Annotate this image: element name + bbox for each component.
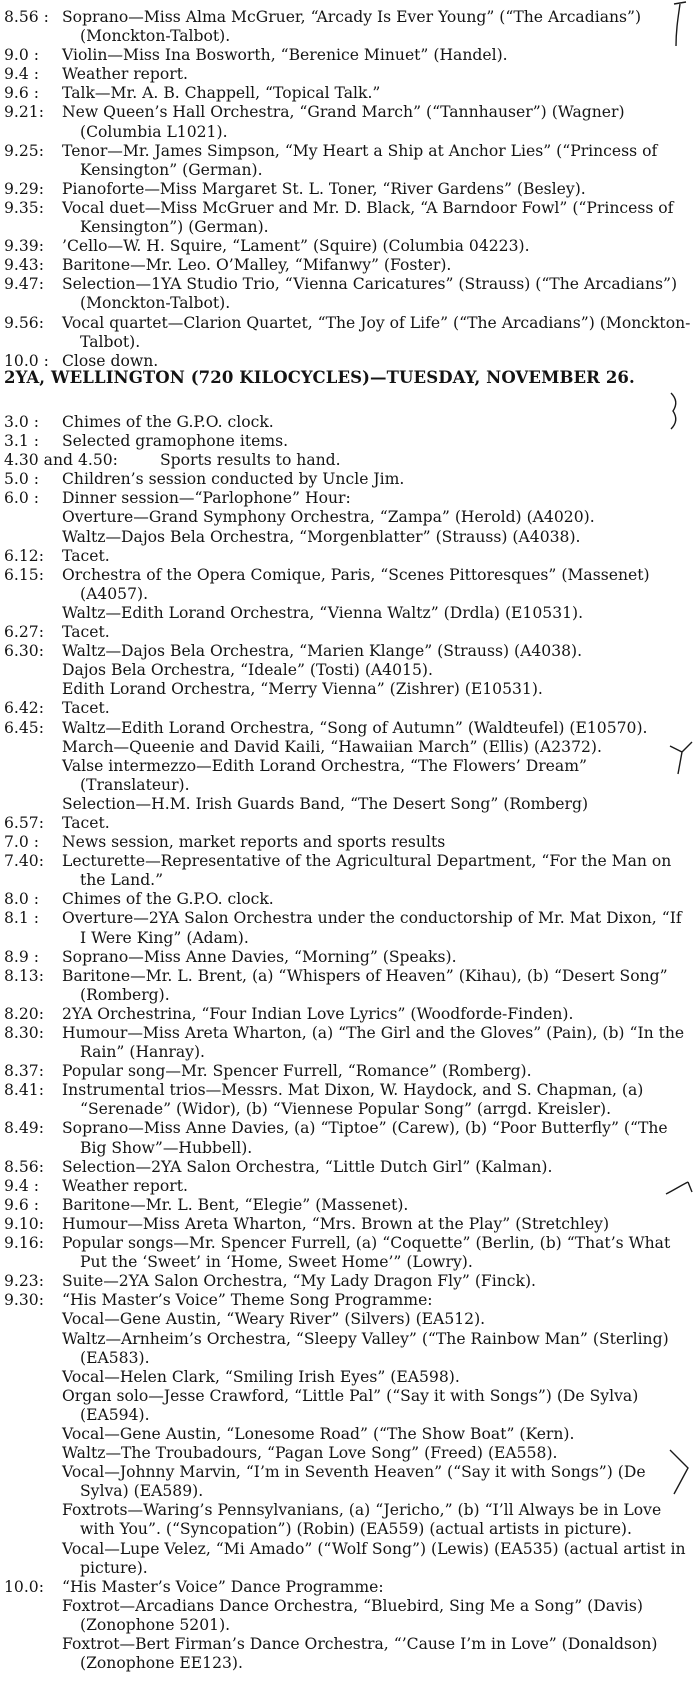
entry-description: Violin—Miss Ina Bosworth, “Berenice Minuet” (Handel).	[62, 46, 508, 65]
programme-entry	[0, 1024, 700, 1062]
entry-description: Selection—1YA Studio Trio, “Vienna Caricatures” (Strauss) (“The Arcadians”) (Monckton-Talbot).	[62, 275, 678, 313]
programme-entry	[0, 1005, 700, 1024]
margin-pencil-mark	[666, 1448, 696, 1498]
entry-sub-item: Foxtrot—Bert Firman’s Dance Orchestra, “’Cause I’m in Love” (Donaldson) (Zonophone EE123).	[62, 1635, 658, 1673]
entry-sub-item: Edith Lorand Orchestra, “Merry Vienna” (Zishrer) (E10531).	[62, 680, 543, 699]
margin-pencil-mark	[664, 0, 694, 50]
entry-time: 8.1 :	[4, 909, 40, 928]
programme-entry	[0, 1158, 700, 1177]
entry-time: 9.23:	[4, 1272, 44, 1291]
station-heading: 2YA, WELLINGTON (720 KILOCYCLES)—TUESDAY, NOVEMBER 26.	[4, 368, 635, 387]
entry-time: 4.30 and 4.50:	[4, 451, 118, 470]
entry-time: 9.0 :	[4, 46, 40, 65]
entry-description: Humour—Miss Areta Wharton, “Mrs. Brown at the Play” (Stretchley)	[62, 1214, 610, 1233]
entry-time: 6.45:	[4, 718, 44, 737]
entry-description: Selected gramophone items.	[62, 432, 289, 451]
entry-time: 9.30:	[4, 1291, 44, 1310]
entry-time: 10.0:	[4, 1577, 44, 1596]
entry-time: 6.12:	[4, 546, 44, 565]
entry-description: Close down.	[62, 351, 159, 370]
entry-time: 8.37:	[4, 1062, 44, 1081]
entry-time: 9.4 :	[4, 1176, 40, 1195]
entry-time: 8.20:	[4, 1004, 44, 1023]
entry-time: 9.21:	[4, 103, 44, 122]
entry-description: Vocal duet—Miss McGruer and Mr. D. Black, “A Barndoor Fowl” (“Princess of Kensington”) (German).	[62, 198, 674, 237]
programme-entry	[0, 84, 700, 103]
entry-sub-item: Selection—H.M. Irish Guards Band, “The Desert Song” (Romberg)	[62, 794, 589, 813]
entry-description: Popular songs—Mr. Spencer Furrell, (a) “Coquette” (Berlin, (b) “That’s What Put the ‘Sweet’ in ‘Home, Sweet Home’” (Lowry).	[62, 1234, 671, 1272]
programme-entry	[0, 699, 700, 718]
entry-time: 9.6 :	[4, 84, 40, 103]
entry-time: 9.6 :	[4, 1195, 40, 1214]
entry-time: 3.1 :	[4, 432, 40, 451]
programme-entry	[0, 8, 700, 46]
programme-entry	[0, 489, 700, 546]
programme-entry	[0, 237, 700, 256]
entry-sub-item: Vocal—Gene Austin, “Weary River” (Silvers) (EA512).	[62, 1310, 486, 1329]
entry-time: 3.0 :	[4, 413, 40, 431]
entry-description: Tenor—Mr. James Simpson, “My Heart a Ship at Anchor Lies” (“Princess of Kensington” (German).	[62, 141, 658, 179]
programme-entry	[0, 1177, 700, 1196]
entry-description: Tacet.	[62, 813, 110, 832]
programme-entry	[0, 547, 700, 566]
entry-description: Tacet.	[62, 623, 110, 642]
entry-time: 6.57:	[4, 813, 44, 832]
entry-time: 10.0 :	[4, 351, 49, 370]
programme-entry	[0, 890, 700, 909]
entry-description: Soprano—Miss Anne Davies, “Morning” (Speaks).	[62, 947, 457, 966]
entry-description: 2YA Orchestrina, “Four Indian Love Lyrics” (Woodforde-Finden).	[62, 1004, 574, 1023]
entry-sub-item: Waltz—Arnheim’s Orchestra, “Sleepy Valley” (“The Rainbow Man” (Sterling) (EA583).	[62, 1329, 669, 1367]
entry-sub-item: Foxtrots—Waring’s Pennsylvanians, (a) “Jericho,” (b) “I’ll Always be in Love with You”. (“Syncopation”) (Robin) (EA559) (actual artists in picture).	[62, 1501, 662, 1539]
entry-time: 9.10:	[4, 1214, 44, 1233]
entry-sub-item: Foxtrot—Arcadians Dance Orchestra, “Bluebird, Sing Me a Song” (Davis) (Zonophone 5201).	[62, 1596, 643, 1634]
programme-entry	[0, 275, 700, 313]
programme-entry	[0, 413, 700, 432]
entry-time: 6.27:	[4, 623, 44, 642]
programme-entry	[0, 432, 700, 451]
entry-description: Chimes of the G.P.O. clock.	[62, 890, 274, 909]
programme-entry	[0, 1119, 700, 1157]
entry-description: Soprano—Miss Anne Davies, (a) “Tiptoe” (Carew), (b) “Poor Butterfly” (“The Big Show”—Hubbell).	[62, 1119, 668, 1157]
entry-time: 6.42:	[4, 699, 44, 718]
programme-entry	[0, 948, 700, 967]
programme-entry	[0, 1081, 700, 1119]
programme-entry	[0, 1234, 700, 1272]
programme-entry	[0, 180, 700, 199]
programme-entry	[0, 470, 700, 489]
entry-time: 6.0 :	[4, 489, 40, 508]
entry-time: 7.0 :	[4, 833, 40, 852]
entry-description: Children’s session conducted by Uncle Jim.	[62, 470, 405, 489]
programme-entry	[0, 623, 700, 642]
programme-list	[0, 8, 700, 371]
entry-description: New Queen’s Hall Orchestra, “Grand March” (“Tannhauser”) (Wagner) (Columbia L1021).	[62, 103, 625, 141]
entry-time: 9.35:	[4, 198, 44, 217]
programme-entry	[0, 833, 700, 852]
entry-description: Waltz—Edith Lorand Orchestra, “Song of Autumn” (Waldteufel) (E10570).	[62, 718, 648, 737]
programme-entry	[0, 719, 700, 814]
entry-description: Tacet.	[62, 546, 110, 565]
entry-description: Pianoforte—Miss Margaret St. L. Toner, “River Gardens” (Besley).	[62, 179, 586, 198]
entry-time: 9.43:	[4, 256, 44, 275]
margin-pencil-mark	[666, 738, 696, 778]
entry-time: 8.0 :	[4, 890, 40, 909]
entry-description: Baritone—Mr. L. Bent, “Elegie” (Massenet).	[62, 1195, 409, 1214]
entry-sub-item: Vocal—Gene Austin, “Lonesome Road” (“The Show Boat” (Kern).	[62, 1424, 575, 1443]
programme-entry	[0, 967, 700, 1005]
entry-time: 6.30:	[4, 642, 44, 661]
entry-description: “His Master’s Voice” Theme Song Programme:	[62, 1291, 433, 1310]
entry-description: Sports results to hand.	[160, 451, 341, 470]
programme-entry	[0, 1578, 700, 1673]
entry-time: 9.4 :	[4, 65, 40, 84]
entry-time: 9.39:	[4, 237, 44, 256]
programme-entry	[0, 1291, 700, 1577]
programme-entry	[0, 46, 700, 65]
entry-description: Chimes of the G.P.O. clock.	[62, 413, 274, 431]
entry-time: 9.25:	[4, 141, 44, 160]
entry-description: ’Cello—W. H. Squire, “Lament” (Squire) (Columbia 04223).	[62, 237, 530, 256]
entry-time: 8.13:	[4, 966, 44, 985]
entry-time: 8.41:	[4, 1081, 44, 1100]
programme-entry	[0, 199, 700, 237]
programme-entry	[0, 642, 700, 699]
entry-description: Selection—2YA Salon Orchestra, “Little Dutch Girl” (Kalman).	[62, 1157, 553, 1176]
entry-time: 9.16:	[4, 1234, 44, 1253]
entry-sub-item: Waltz—Edith Lorand Orchestra, “Vienna Waltz” (Drdla) (E10531).	[62, 603, 584, 622]
entry-description: Orchestra of the Opera Comique, Paris, “Scenes Pittoresques” (Massenet) (A4057).	[62, 565, 650, 603]
entry-description: “His Master’s Voice” Dance Programme:	[62, 1577, 384, 1596]
programme-entry	[0, 451, 700, 470]
programme-entry	[0, 103, 700, 141]
entry-description: Instrumental trios—Messrs. Mat Dixon, W. Haydock, and S. Chapman, (a) “Serenade” (Widor), (b) “Viennese Popular Song” (arrgd. Kreisler).	[62, 1081, 644, 1119]
entry-sub-item: March—Queenie and David Kaili, “Hawaiian March” (Ellis) (A2372).	[62, 737, 602, 756]
entry-description: Lecturette—Representative of the Agricultural Department, “For the Man on the Land.”	[62, 852, 672, 890]
entry-description: Baritone—Mr. Leo. O’Malley, “Mifanwy” (Foster).	[62, 256, 452, 275]
programme-entry	[0, 256, 700, 275]
entry-sub-item: Vocal—Lupe Velez, “Mi Amado” (“Wolf Song”) (Lewis) (EA535) (actual artist in picture).	[62, 1539, 686, 1577]
entry-sub-item: Valse intermezzo—Edith Lorand Orchestra, “The Flowers’ Dream” (Translateur).	[62, 756, 587, 794]
entry-description: Weather report.	[62, 65, 188, 84]
entry-time: 8.49:	[4, 1119, 44, 1138]
entry-time: 7.40:	[4, 852, 44, 871]
entry-time: 8.9 :	[4, 947, 40, 966]
entry-description: Weather report.	[62, 1176, 188, 1195]
programme-section-1yа	[0, 8, 700, 371]
entry-description: Suite—2YA Salon Orchestra, “My Lady Dragon Fly” (Finck).	[62, 1272, 536, 1291]
programme-entry	[0, 1196, 700, 1215]
programme-entry	[0, 909, 700, 947]
entry-description: Popular song—Mr. Spencer Furrell, “Romance” (Romberg).	[62, 1062, 532, 1081]
entry-description: News session, market reports and sports results	[62, 833, 446, 852]
entry-time: 5.0 :	[4, 470, 40, 489]
entry-description: Baritone—Mr. L. Brent, (a) “Whispers of Heaven” (Kihau), (b) “Desert Song” (Romberg).	[62, 966, 668, 1004]
entry-description: Tacet.	[62, 699, 110, 718]
entry-time: 9.47:	[4, 275, 44, 294]
entry-description: Vocal quartet—Clarion Quartet, “The Joy of Life” (“The Arcadians”) (Monckton-Talbot).	[62, 313, 691, 351]
entry-sub-item: Waltz—The Troubadours, “Pagan Love Song” (Freed) (EA558).	[62, 1444, 558, 1463]
margin-bracket-mark	[667, 391, 687, 431]
entry-sub-item: Organ solo—Jesse Crawford, “Little Pal” (“Say it with Songs”) (De Sylva) (EA594).	[62, 1386, 639, 1424]
programme-entry	[0, 566, 700, 623]
programme-entry	[0, 1272, 700, 1291]
entry-description: Overture—2YA Salon Orchestra under the conductorship of Mr. Mat Dixon, “If I Were King” (Adam).	[62, 909, 682, 947]
programme-section-2ya	[0, 413, 700, 1673]
entry-time: 8.56 :	[4, 8, 49, 26]
programme-entry	[0, 814, 700, 833]
entry-sub-item: Dajos Bela Orchestra, “Ideale” (Tosti) (A4015).	[62, 661, 433, 680]
entry-description: Dinner session—“Parlophone” Hour:	[62, 489, 351, 508]
entry-time: 8.56:	[4, 1157, 44, 1176]
entry-sub-item: Waltz—Dajos Bela Orchestra, “Morgenblatter” (Strauss) (A4038).	[62, 527, 581, 546]
programme-entry	[0, 65, 700, 84]
entry-sub-item: Vocal—Helen Clark, “Smiling Irish Eyes” (EA598).	[62, 1367, 460, 1386]
entry-sub-item: Overture—Grand Symphony Orchestra, “Zampa” (Herold) (A4020).	[62, 508, 595, 527]
entry-time: 9.56:	[4, 313, 44, 332]
entry-description: Soprano—Miss Alma McGruer, “Arcady Is Ever Young” (“The Arcadians”) (Monckton-Talbot).	[62, 8, 642, 46]
entry-time: 9.29:	[4, 179, 44, 198]
entry-description: Talk—Mr. A. B. Chappell, “Topical Talk.”	[62, 84, 381, 103]
margin-pencil-mark	[664, 1180, 696, 1200]
programme-entry	[0, 142, 700, 180]
entry-description: Humour—Miss Areta Wharton, (a) “The Girl and the Gloves” (Pain), (b) “In the Rain” (Hanray).	[62, 1024, 685, 1062]
entry-sub-item: Vocal—Johnny Marvin, “I’m in Seventh Heaven” (“Say it with Songs”) (De Sylva) (EA589).	[62, 1463, 646, 1501]
programme-entry	[0, 852, 700, 890]
entry-time: 6.15:	[4, 565, 44, 584]
programme-list	[0, 413, 700, 1673]
entry-description: Waltz—Dajos Bela Orchestra, “Marien Klange” (Strauss) (A4038).	[62, 642, 583, 661]
programme-entry	[0, 1062, 700, 1081]
programme-entry	[0, 1215, 700, 1234]
entry-time: 8.30:	[4, 1024, 44, 1042]
programme-entry	[0, 314, 700, 352]
